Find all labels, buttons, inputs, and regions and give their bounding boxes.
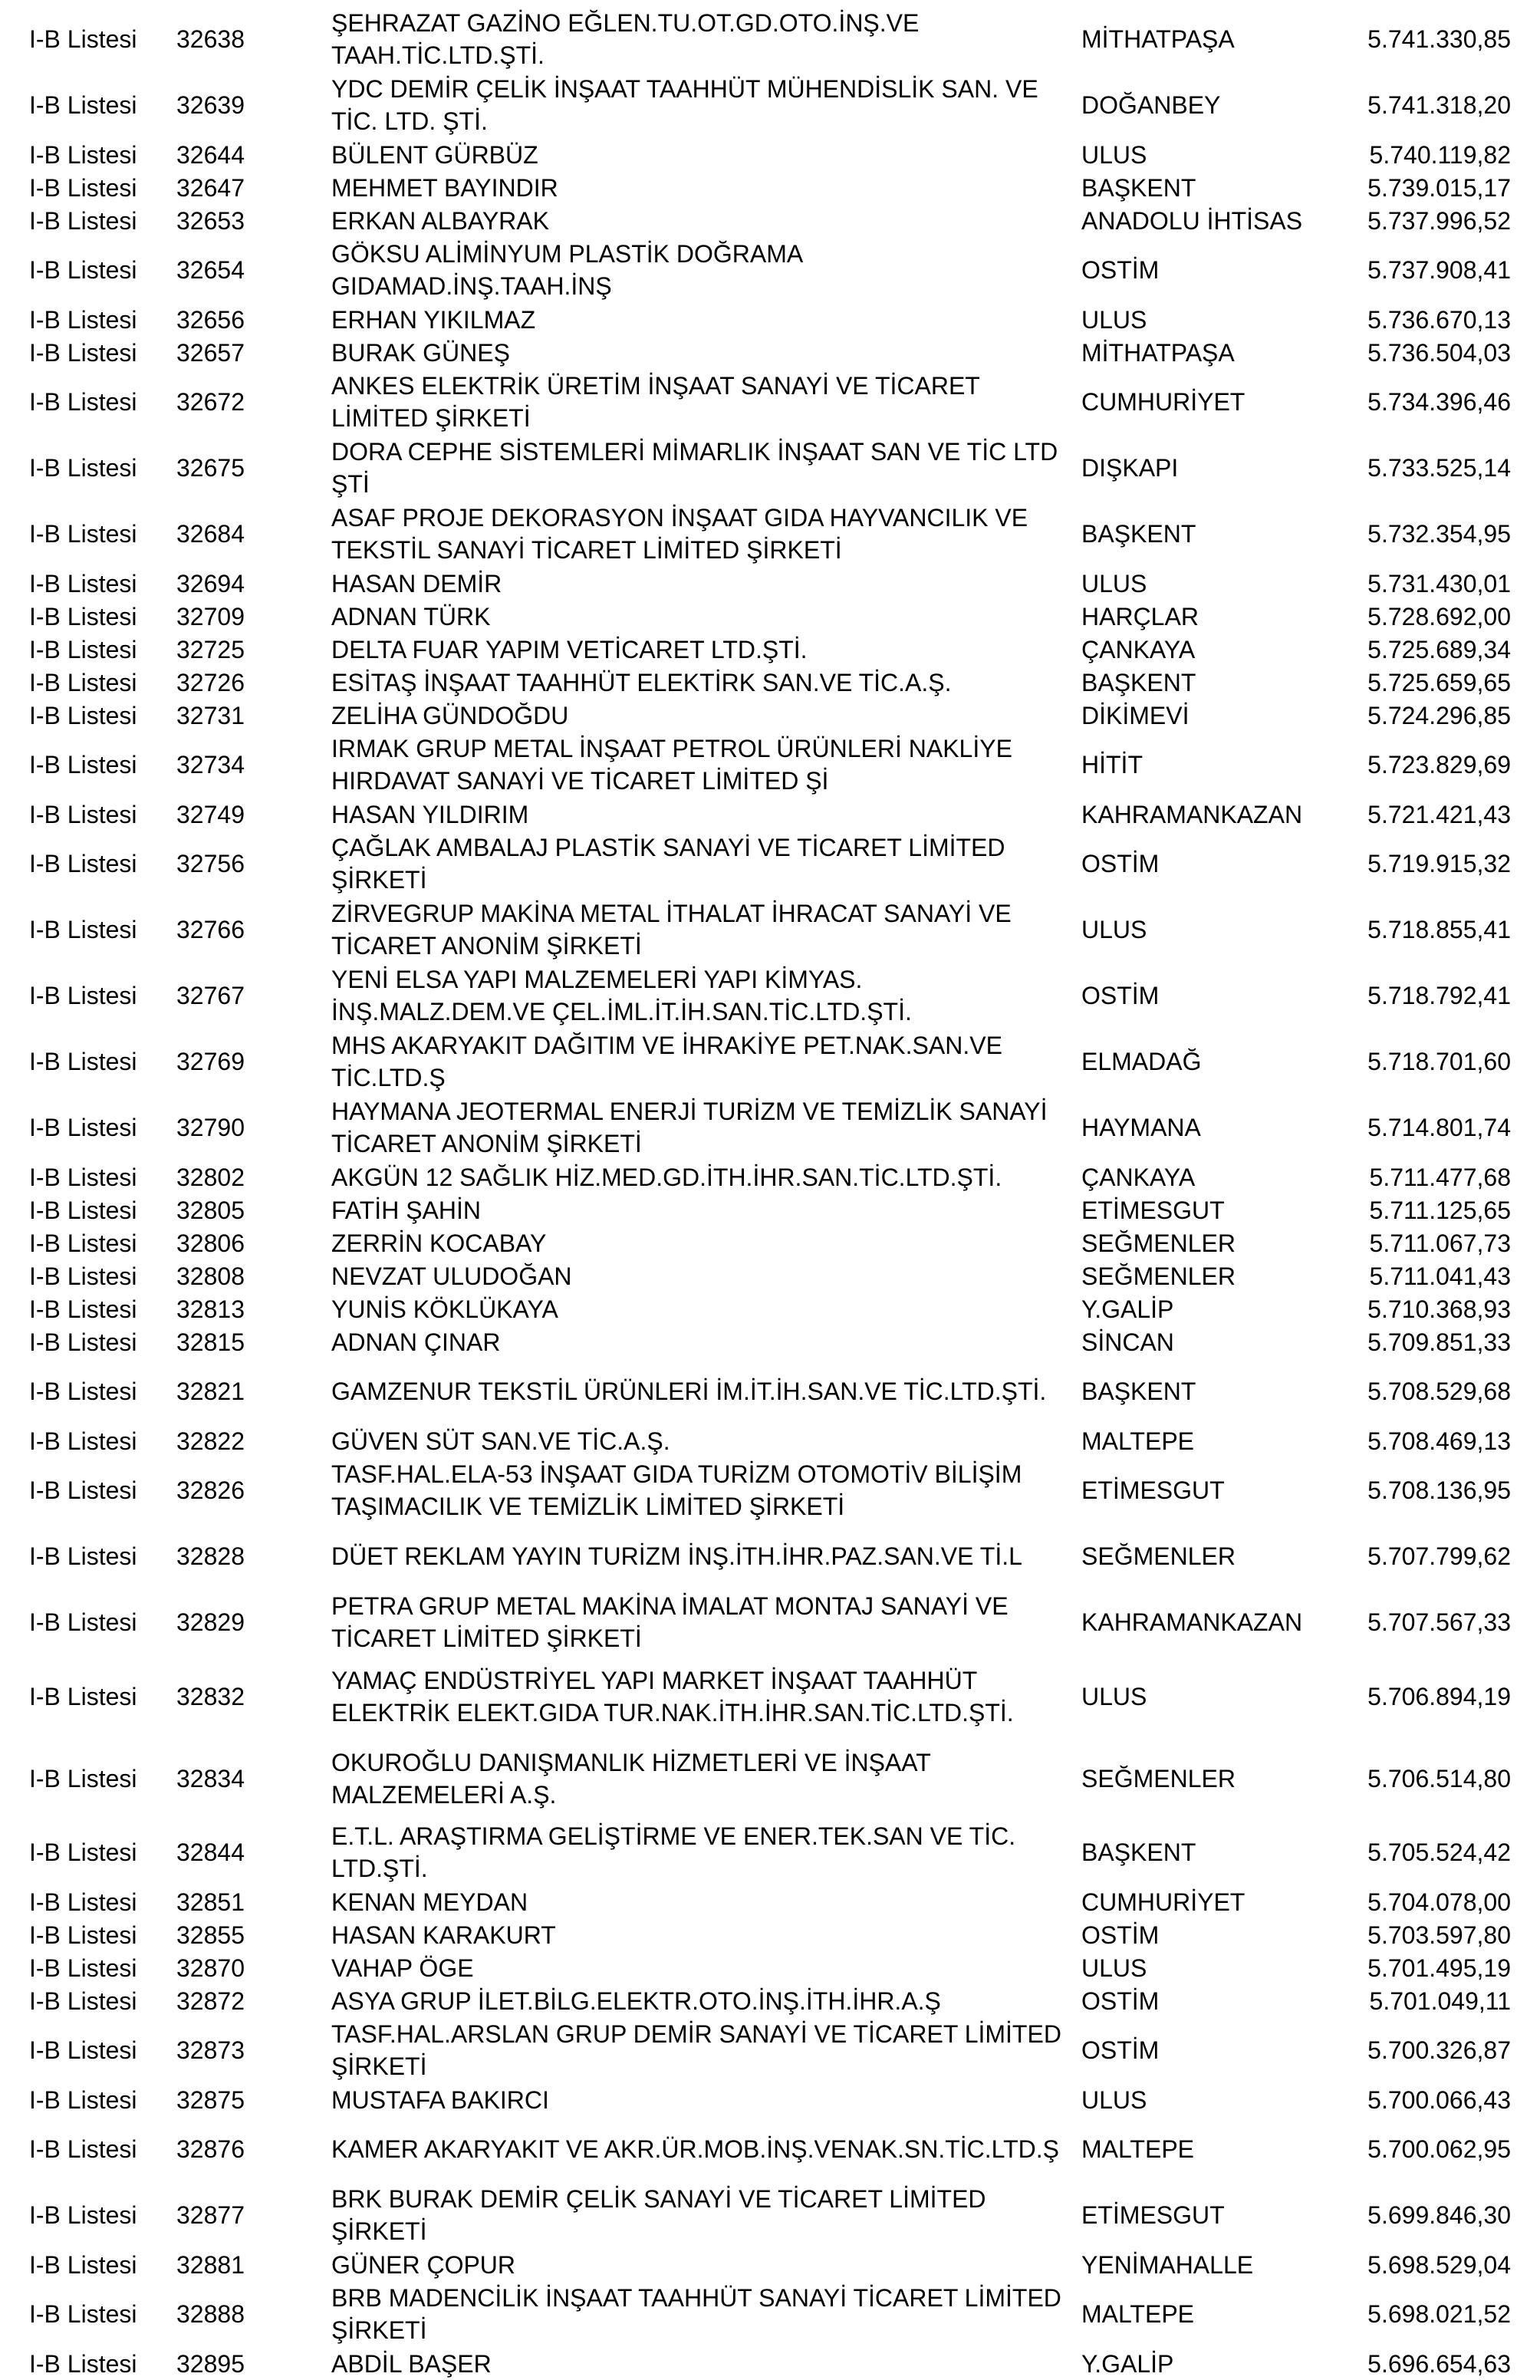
tax-office: KAHRAMANKAZAN — [1081, 800, 1303, 828]
sequence-number: 32844 — [176, 1838, 245, 1866]
debtor-name: ADNAN TÜRK — [331, 602, 491, 630]
tax-office: SEĞMENLER — [1081, 1262, 1236, 1290]
sequence-number: 32675 — [176, 454, 245, 482]
sequence-number: 32875 — [176, 2085, 245, 2114]
tax-office: ULUS — [1081, 569, 1147, 597]
table-row — [0, 1589, 1540, 1655]
tax-office: BAŞKENT — [1081, 1378, 1196, 1405]
list-label: I-B Listesi — [29, 1921, 137, 1949]
tax-office: ÇANKAYA — [1081, 1163, 1196, 1191]
table-row — [0, 369, 1540, 435]
sequence-number: 32813 — [176, 1295, 245, 1323]
debt-amount: 5.708.469,13 — [1367, 1427, 1511, 1455]
debtor-name: OKUROĞLU DANIŞMANLIK HİZMETLERİ VE İNŞAAT MALZEMELERİ A.Ş. — [331, 1748, 931, 1809]
list-label: I-B Listesi — [29, 1542, 137, 1570]
debtor-name: MHS AKARYAKIT DAĞITIM VE İHRAKİYE PET.NAK.SAN.VE TİC.LTD.Ş — [331, 1032, 1002, 1091]
list-label: I-B Listesi — [29, 1163, 137, 1191]
debt-amount: 5.741.330,85 — [1367, 25, 1511, 53]
sequence-number: 32877 — [176, 2201, 245, 2229]
list-label: I-B Listesi — [29, 2300, 137, 2328]
sequence-number: 32767 — [176, 982, 245, 1009]
tax-office: HAYMANA — [1081, 1114, 1201, 1141]
list-label: I-B Listesi — [29, 1608, 137, 1636]
tax-office: ELMADAĞ — [1081, 1048, 1202, 1075]
table-row — [0, 963, 1540, 1029]
debt-amount: 5.714.801,74 — [1367, 1114, 1511, 1141]
debtor-name: YUNİS KÖKLÜKAYA — [331, 1295, 558, 1323]
tax-office: BAŞKENT — [1081, 1838, 1196, 1866]
debt-amount: 5.700.066,43 — [1367, 2085, 1511, 2114]
debtor-name: ZİRVEGRUP MAKİNA METAL İTHALAT İHRACAT SANAYİ VE TİCARET ANONİM ŞİRKETİ — [331, 900, 1012, 960]
sequence-number: 32656 — [176, 305, 245, 334]
debt-amount: 5.711.477,68 — [1369, 1163, 1511, 1191]
table-row — [0, 6, 1540, 72]
tax-office: OSTİM — [1081, 1987, 1160, 2015]
debtor-name: GÜVEN SÜT SAN.VE TİC.A.Ş. — [331, 1427, 670, 1455]
debtor-name: AKGÜN 12 SAĞLIK HİZ.MED.GD.İTH.İHR.SAN.TİC.LTD.ŞTİ. — [331, 1163, 1002, 1191]
list-label: I-B Listesi — [29, 2349, 137, 2378]
tax-office: DİKİMEVİ — [1081, 701, 1190, 729]
debt-amount: 5.740.119,82 — [1369, 140, 1511, 169]
debtor-name: HAYMANA JEOTERMAL ENERJİ TURİZM VE TEMİZLİK SANAYİ TİCARET ANONİM ŞİRKETİ — [331, 1098, 1048, 1157]
sequence-number: 32731 — [176, 701, 245, 729]
sequence-number: 32806 — [176, 1229, 245, 1257]
tax-office: SEĞMENLER — [1081, 1229, 1236, 1257]
debtor-name: ERHAN YIKILMAZ — [331, 305, 536, 334]
sequence-number: 32725 — [176, 635, 245, 663]
sequence-number: 32769 — [176, 1048, 245, 1075]
table-row — [0, 1193, 1540, 1226]
list-label: I-B Listesi — [29, 1764, 137, 1792]
sequence-number: 32766 — [176, 916, 245, 943]
table-row — [0, 2248, 1540, 2281]
tax-office: SİNCAN — [1081, 1328, 1174, 1356]
list-label: I-B Listesi — [29, 2135, 137, 2163]
list-label: I-B Listesi — [29, 338, 137, 367]
debtor-name: ANKES ELEKTRİK ÜRETİM İNŞAAT SANAYİ VE TİCARET LİMİTED ŞİRKETİ — [331, 372, 980, 432]
table-row — [0, 1984, 1540, 2017]
debt-amount: 5.698.021,52 — [1367, 2300, 1511, 2328]
tax-office: ULUS — [1081, 1682, 1147, 1710]
debtor-name: BRK BURAK DEMİR ÇELİK SANAYİ VE TİCARET LİMİTED ŞİRKETİ — [331, 2185, 986, 2245]
table-row — [0, 237, 1540, 303]
debt-amount: 5.736.504,03 — [1367, 338, 1511, 367]
list-label: I-B Listesi — [29, 701, 137, 729]
debtor-name: VAHAP ÖGE — [331, 1954, 474, 1982]
list-label: I-B Listesi — [29, 1682, 137, 1710]
tax-office: ANADOLU İHTİSAS — [1081, 206, 1303, 235]
debt-amount: 5.741.318,20 — [1367, 91, 1511, 119]
table-row — [0, 1259, 1540, 1292]
debt-amount: 5.701.049,11 — [1369, 1987, 1511, 2015]
list-label: I-B Listesi — [29, 1048, 137, 1075]
table-row — [0, 798, 1540, 831]
debtor-name: BURAK GÜNEŞ — [331, 338, 510, 367]
debt-amount: 5.725.659,65 — [1367, 668, 1511, 696]
sequence-number: 32644 — [176, 140, 245, 169]
table-row — [0, 2347, 1540, 2380]
debt-amount: 5.703.597,80 — [1367, 1921, 1511, 1949]
tax-office: HARÇLAR — [1081, 602, 1199, 630]
tax-office: ULUS — [1081, 305, 1147, 334]
table-row — [0, 567, 1540, 600]
tax-office: ETİMESGUT — [1081, 1196, 1225, 1224]
debtor-name: DELTA FUAR YAPIM VETİCARET LTD.ŞTİ. — [331, 635, 808, 663]
debtor-name: PETRA GRUP METAL MAKİNA İMALAT MONTAJ SANAYİ VE TİCARET LİMİTED ŞİRKETİ — [331, 1592, 1009, 1652]
sequence-number: 32870 — [176, 1954, 245, 1982]
tax-office: DIŞKAPI — [1081, 454, 1179, 482]
debtor-name: HASAN YILDIRIM — [331, 800, 529, 828]
debt-amount: 5.707.567,33 — [1367, 1608, 1511, 1636]
table-row — [0, 2017, 1540, 2083]
table-row — [0, 138, 1540, 171]
sequence-number: 32684 — [176, 520, 245, 548]
tax-office: SEĞMENLER — [1081, 1764, 1236, 1792]
debtor-name: GÖKSU ALİMİNYUM PLASTİK DOĞRAMA GIDAMAD.İNŞ.TAAH.İNŞ — [331, 240, 802, 300]
debt-amount: 5.733.525,14 — [1367, 454, 1511, 482]
tax-office: ULUS — [1081, 1954, 1147, 1982]
sequence-number: 32821 — [176, 1378, 245, 1405]
list-label: I-B Listesi — [29, 668, 137, 696]
sequence-number: 32855 — [176, 1921, 245, 1949]
debtor-name: ABDİL BAŞER — [331, 2349, 492, 2378]
debtor-name: YDC DEMİR ÇELİK İNŞAAT TAAHHÜT MÜHENDİSLİK SAN. VE TİC. LTD. ŞTİ. — [331, 75, 1038, 135]
table-row — [0, 1160, 1540, 1193]
sequence-number: 32832 — [176, 1682, 245, 1710]
sequence-number: 32805 — [176, 1196, 245, 1224]
list-label: I-B Listesi — [29, 520, 137, 548]
table-row — [0, 1292, 1540, 1325]
list-label: I-B Listesi — [29, 1987, 137, 2015]
table-row — [0, 600, 1540, 633]
debt-amount: 5.700.326,87 — [1367, 2036, 1511, 2064]
tax-office: KAHRAMANKAZAN — [1081, 1608, 1303, 1636]
sequence-number: 32822 — [176, 1427, 245, 1455]
debt-amount: 5.700.062,95 — [1367, 2135, 1511, 2163]
list-label: I-B Listesi — [29, 1888, 137, 1916]
debtor-name: ERKAN ALBAYRAK — [331, 206, 549, 235]
table-row — [0, 171, 1540, 204]
tax-office: ULUS — [1081, 916, 1147, 943]
sequence-number: 32756 — [176, 850, 245, 877]
list-label: I-B Listesi — [29, 1427, 137, 1455]
list-label: I-B Listesi — [29, 1954, 137, 1982]
debt-amount: 5.706.894,19 — [1367, 1682, 1511, 1710]
debtor-name: MUSTAFA BAKIRCI — [331, 2085, 549, 2114]
table-row — [0, 1226, 1540, 1259]
tax-office: MİTHATPAŞA — [1081, 338, 1235, 367]
tax-office: ULUS — [1081, 140, 1147, 169]
table-row — [0, 897, 1540, 963]
tax-office: YENİMAHALLE — [1081, 2250, 1254, 2279]
debt-amount: 5.696.654,63 — [1367, 2349, 1511, 2378]
debt-amount: 5.709.851,33 — [1367, 1328, 1511, 1356]
debtor-name: NEVZAT ULUDOĞAN — [331, 1262, 572, 1290]
debtor-name: DORA CEPHE SİSTEMLERİ MİMARLIK İNŞAAT SAN VE TİC LTD ŞTİ — [331, 438, 1058, 498]
table-row — [0, 1457, 1540, 1523]
debtor-name: BÜLENT GÜRBÜZ — [331, 140, 538, 169]
debt-amount: 5.732.354,95 — [1367, 520, 1511, 548]
tax-office: BAŞKENT — [1081, 668, 1196, 696]
debt-amount: 5.718.792,41 — [1367, 982, 1511, 1009]
list-label: I-B Listesi — [29, 91, 137, 119]
list-label: I-B Listesi — [29, 1838, 137, 1866]
table-row — [0, 1424, 1540, 1457]
list-label: I-B Listesi — [29, 1114, 137, 1141]
debt-amount: 5.721.421,43 — [1367, 800, 1511, 828]
sequence-number: 32873 — [176, 2036, 245, 2064]
debtor-name: HASAN DEMİR — [331, 569, 502, 597]
tax-office: OSTİM — [1081, 1921, 1160, 1949]
list-label: I-B Listesi — [29, 1476, 137, 1504]
sequence-number: 32851 — [176, 1888, 245, 1916]
list-label: I-B Listesi — [29, 635, 137, 663]
tax-office: HİTİT — [1081, 751, 1143, 779]
debt-amount: 5.710.368,93 — [1367, 1295, 1511, 1323]
table-body — [0, 6, 1540, 2380]
sequence-number: 32709 — [176, 602, 245, 630]
tax-office: MALTEPE — [1081, 2135, 1194, 2163]
table-row — [0, 1523, 1540, 1589]
table-row — [0, 666, 1540, 699]
sequence-number: 32647 — [176, 173, 245, 202]
list-label: I-B Listesi — [29, 2201, 137, 2229]
table-row — [0, 204, 1540, 237]
list-label: I-B Listesi — [29, 1229, 137, 1257]
tax-office: CUMHURİYET — [1081, 1888, 1245, 1916]
list-label: I-B Listesi — [29, 305, 137, 334]
list-label: I-B Listesi — [29, 1378, 137, 1405]
table-row — [0, 1325, 1540, 1358]
sequence-number: 32829 — [176, 1608, 245, 1636]
debt-amount: 5.701.495,19 — [1367, 1954, 1511, 1982]
debtor-list-table — [0, 6, 1540, 2380]
sequence-number: 32834 — [176, 1764, 245, 1792]
table-row — [0, 435, 1540, 501]
list-label: I-B Listesi — [29, 1196, 137, 1224]
debt-amount: 5.711.067,73 — [1369, 1229, 1511, 1257]
tax-office: OSTİM — [1081, 850, 1160, 877]
debtor-name: YENİ ELSA YAPI MALZEMELERİ YAPI KİMYAS. İNŞ.MALZ.DEM.VE ÇEL.İML.İT.İH.SAN.TİC.LTD.ŞTİ. — [331, 966, 912, 1025]
list-label: I-B Listesi — [29, 388, 137, 416]
debtor-name: ESİTAŞ İNŞAAT TAAHHÜT ELEKTİRK SAN.VE TİC.A.Ş. — [331, 668, 952, 696]
tax-office: ÇANKAYA — [1081, 635, 1196, 663]
debtor-name: ZELİHA GÜNDOĞDU — [331, 701, 569, 729]
sequence-number: 32734 — [176, 751, 245, 779]
list-label: I-B Listesi — [29, 982, 137, 1009]
table-row — [0, 303, 1540, 336]
list-label: I-B Listesi — [29, 454, 137, 482]
sequence-number: 32888 — [176, 2300, 245, 2328]
table-row — [0, 1737, 1540, 1819]
list-label: I-B Listesi — [29, 569, 137, 597]
debtor-name: BRB MADENCİLİK İNŞAAT TAAHHÜT SANAYİ TİCARET LİMİTED ŞİRKETİ — [331, 2284, 1061, 2344]
sequence-number: 32657 — [176, 338, 245, 367]
table-row — [0, 1819, 1540, 1885]
debt-amount: 5.719.915,32 — [1367, 850, 1511, 877]
debt-amount: 5.708.529,68 — [1367, 1378, 1511, 1405]
table-row — [0, 732, 1540, 798]
sequence-number: 32815 — [176, 1328, 245, 1356]
tax-office: BAŞKENT — [1081, 520, 1196, 548]
list-label: I-B Listesi — [29, 1262, 137, 1290]
debt-amount: 5.728.692,00 — [1367, 602, 1511, 630]
debt-amount: 5.706.514,80 — [1367, 1764, 1511, 1792]
sequence-number: 32639 — [176, 91, 245, 119]
table-row — [0, 72, 1540, 138]
debt-amount: 5.699.846,30 — [1367, 2201, 1511, 2229]
debtor-name: GAMZENUR TEKSTİL ÜRÜNLERİ İM.İT.İH.SAN.VE TİC.LTD.ŞTİ. — [331, 1378, 1047, 1405]
list-label: I-B Listesi — [29, 25, 137, 53]
debtor-name: ÇAĞLAK AMBALAJ PLASTİK SANAYİ VE TİCARET LİMİTED ŞİRKETİ — [331, 834, 1005, 894]
debt-amount: 5.711.041,43 — [1369, 1262, 1511, 1290]
sequence-number: 32653 — [176, 206, 245, 235]
debt-amount: 5.731.430,01 — [1367, 569, 1511, 597]
table-row — [0, 1885, 1540, 1918]
tax-office: BAŞKENT — [1081, 173, 1196, 202]
debt-amount: 5.707.799,62 — [1367, 1542, 1511, 1570]
tax-office: OSTİM — [1081, 982, 1160, 1009]
debtor-name: HASAN KARAKURT — [331, 1921, 556, 1949]
table-row — [0, 1358, 1540, 1424]
table-row — [0, 501, 1540, 567]
list-label: I-B Listesi — [29, 800, 137, 828]
debt-amount: 5.711.125,65 — [1369, 1196, 1511, 1224]
list-label: I-B Listesi — [29, 2085, 137, 2114]
debt-amount: 5.737.908,41 — [1367, 256, 1511, 284]
table-row — [0, 831, 1540, 897]
sequence-number: 32826 — [176, 1476, 245, 1504]
tax-office: ULUS — [1081, 2085, 1147, 2114]
list-label: I-B Listesi — [29, 206, 137, 235]
list-label: I-B Listesi — [29, 1295, 137, 1323]
debt-amount: 5.705.524,42 — [1367, 1838, 1511, 1866]
tax-office: MALTEPE — [1081, 2300, 1194, 2328]
tax-office: DOĞANBEY — [1081, 91, 1221, 119]
tax-office: MİTHATPAŞA — [1081, 25, 1235, 53]
table-row — [0, 336, 1540, 369]
debtor-name: ŞEHRAZAT GAZİNO EĞLEN.TU.OT.GD.OTO.İNŞ.VE TAAH.TİC.LTD.ŞTİ. — [331, 9, 920, 69]
table-row — [0, 2182, 1540, 2248]
debtor-name: YAMAÇ ENDÜSTRİYEL YAPI MARKET İNŞAAT TAAHHÜT ELEKTRİK ELEKT.GIDA TUR.NAK.İTH.İHR.SAN.TİC.LTD.ŞTİ. — [331, 1666, 1014, 1727]
list-label: I-B Listesi — [29, 850, 137, 877]
table-row — [0, 633, 1540, 666]
tax-office: CUMHURİYET — [1081, 388, 1245, 416]
sequence-number: 32895 — [176, 2349, 245, 2378]
table-row — [0, 1951, 1540, 1984]
debtor-name: E.T.L. ARAŞTIRMA GELİŞTİRME VE ENER.TEK.SAN VE TİC. LTD.ŞTİ. — [331, 1822, 1016, 1882]
tax-office: OSTİM — [1081, 256, 1160, 284]
debtor-name: DÜET REKLAM YAYIN TURİZM İNŞ.İTH.İHR.PAZ.SAN.VE Tİ.L — [331, 1542, 1022, 1570]
list-label: I-B Listesi — [29, 751, 137, 779]
debtor-name: ASAF PROJE DEKORASYON İNŞAAT GIDA HAYVANCILIK VE TEKSTİL SANAYİ TİCARET LİMİTED ŞİRKETİ — [331, 504, 1028, 564]
table-row — [0, 699, 1540, 732]
debtor-name: GÜNER ÇOPUR — [331, 2250, 516, 2279]
tax-office: ETİMESGUT — [1081, 2201, 1225, 2229]
debtor-name: TASF.HAL.ELA-53 İNŞAAT GIDA TURİZM OTOMOTİV BİLİŞİM TAŞIMACILIK VE TEMİZLİK LİMİTED ŞİRKETİ — [331, 1460, 1022, 1520]
list-label: I-B Listesi — [29, 2250, 137, 2279]
debt-amount: 5.736.670,13 — [1367, 305, 1511, 334]
list-label: I-B Listesi — [29, 173, 137, 202]
list-label: I-B Listesi — [29, 1328, 137, 1356]
debtor-name: KAMER AKARYAKIT VE AKR.ÜR.MOB.İNŞ.VENAK.SN.TİC.LTD.Ş — [331, 2135, 1059, 2163]
debt-amount: 5.724.296,85 — [1367, 701, 1511, 729]
debt-amount: 5.708.136,95 — [1367, 1476, 1511, 1504]
debt-amount: 5.718.855,41 — [1367, 916, 1511, 943]
tax-office: SEĞMENLER — [1081, 1542, 1236, 1570]
sequence-number: 32749 — [176, 800, 245, 828]
sequence-number: 32872 — [176, 1987, 245, 2015]
table-row — [0, 1029, 1540, 1095]
table-row — [0, 2281, 1540, 2347]
debtor-name: KENAN MEYDAN — [331, 1888, 528, 1916]
debt-amount: 5.704.078,00 — [1367, 1888, 1511, 1916]
debt-amount: 5.739.015,17 — [1367, 173, 1511, 202]
debt-amount: 5.718.701,60 — [1367, 1048, 1511, 1075]
sequence-number: 32808 — [176, 1262, 245, 1290]
sequence-number: 32828 — [176, 1542, 245, 1570]
tax-office: ETİMESGUT — [1081, 1476, 1225, 1504]
list-label: I-B Listesi — [29, 916, 137, 943]
table-row — [0, 1918, 1540, 1951]
table-row — [0, 1095, 1540, 1160]
sequence-number: 32638 — [176, 25, 245, 53]
list-label: I-B Listesi — [29, 602, 137, 630]
sequence-number: 32876 — [176, 2135, 245, 2163]
sequence-number: 32654 — [176, 256, 245, 284]
tax-office: OSTİM — [1081, 2036, 1160, 2064]
debtor-name: FATİH ŞAHİN — [331, 1196, 481, 1224]
sequence-number: 32726 — [176, 668, 245, 696]
sequence-number: 32672 — [176, 388, 245, 416]
sequence-number: 32694 — [176, 569, 245, 597]
debtor-name: ASYA GRUP İLET.BİLG.ELEKTR.OTO.İNŞ.İTH.İHR.A.Ş — [331, 1987, 941, 2015]
debtor-name: ZERRİN KOCABAY — [331, 1229, 547, 1257]
debt-amount: 5.725.689,34 — [1367, 635, 1511, 663]
debtor-name: IRMAK GRUP METAL İNŞAAT PETROL ÜRÜNLERİ NAKLİYE HIRDAVAT SANAYİ VE TİCARET LİMİTED Şİ — [331, 735, 1012, 795]
debt-amount: 5.737.996,52 — [1367, 206, 1511, 235]
list-label: I-B Listesi — [29, 2036, 137, 2064]
tax-office: Y.GALİP — [1081, 2349, 1174, 2378]
debt-amount: 5.698.529,04 — [1367, 2250, 1511, 2279]
sequence-number: 32881 — [176, 2250, 245, 2279]
tax-office: MALTEPE — [1081, 1427, 1194, 1455]
sequence-number: 32790 — [176, 1114, 245, 1141]
list-label: I-B Listesi — [29, 140, 137, 169]
table-row — [0, 1655, 1540, 1737]
table-row — [0, 2083, 1540, 2116]
debtor-name: TASF.HAL.ARSLAN GRUP DEMİR SANAYİ VE TİCARET LİMİTED ŞİRKETİ — [331, 2020, 1061, 2080]
tax-office: Y.GALİP — [1081, 1295, 1174, 1323]
debtor-name: MEHMET BAYINDIR — [331, 173, 558, 202]
table-row — [0, 2116, 1540, 2182]
debtor-name: ADNAN ÇINAR — [331, 1328, 501, 1356]
sequence-number: 32802 — [176, 1163, 245, 1191]
debt-amount: 5.723.829,69 — [1367, 751, 1511, 779]
list-label: I-B Listesi — [29, 256, 137, 284]
debt-amount: 5.734.396,46 — [1367, 388, 1511, 416]
